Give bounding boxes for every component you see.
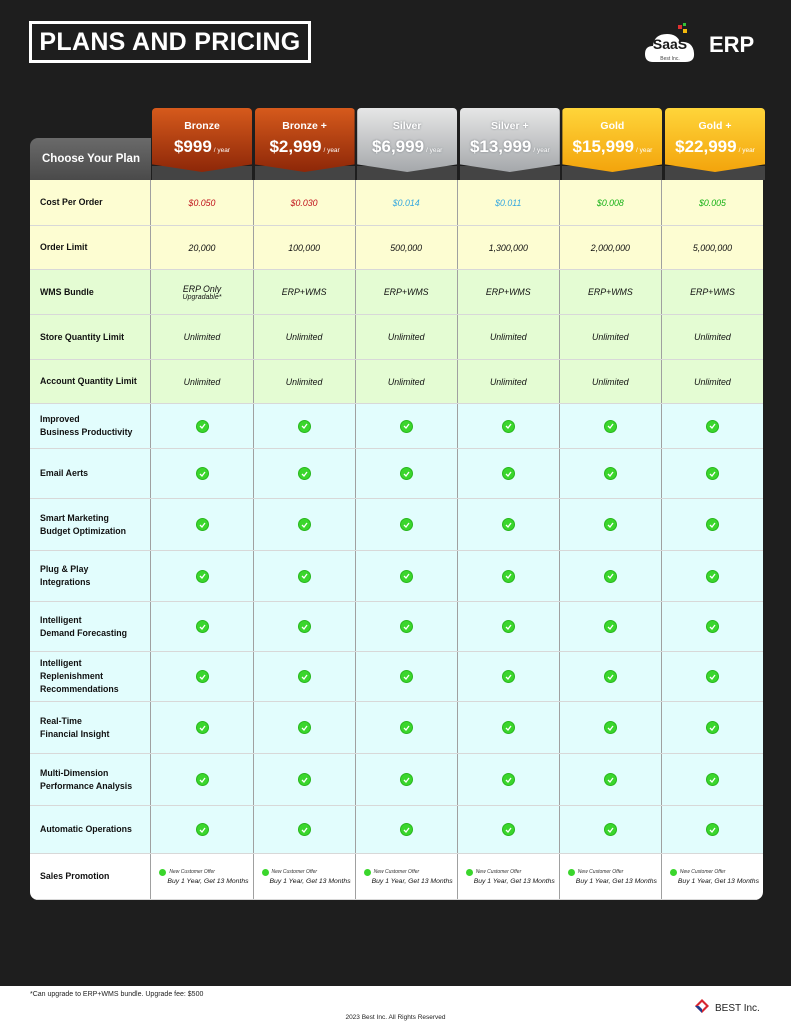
promo-offer	[159, 869, 215, 876]
row-label: Account Quantity Limit	[40, 376, 137, 386]
check-icon	[706, 721, 719, 734]
plan-name: Silver	[392, 120, 422, 132]
check-icon	[400, 773, 413, 786]
cloud-icon	[643, 22, 697, 68]
plan-price-amount: $2,999	[269, 137, 322, 156]
check-icon	[400, 823, 413, 836]
cell-value: Unlimited	[285, 376, 323, 387]
table-row	[30, 754, 763, 806]
table-cell	[559, 499, 661, 550]
plan-header-gold	[665, 108, 765, 180]
check-icon	[604, 620, 617, 633]
cell-value: Unlimited	[285, 332, 323, 342]
check-icon	[604, 420, 617, 433]
check-icon	[298, 420, 311, 433]
promo-offer	[466, 869, 522, 876]
table-cell	[253, 551, 355, 601]
table-cell	[355, 602, 457, 651]
promo-dot-icon	[466, 869, 473, 876]
table-cell	[150, 360, 252, 403]
table-cell	[150, 806, 252, 853]
table-row	[30, 551, 763, 602]
table-cell	[150, 854, 252, 899]
table-cell	[355, 806, 457, 853]
table-row	[30, 226, 763, 270]
logo-subtext: Best Inc.	[660, 56, 680, 62]
plan-price	[460, 137, 560, 157]
plan-price-amount: $22,999	[675, 137, 737, 156]
promo-offer	[364, 869, 420, 876]
table-cell	[150, 270, 252, 314]
row-label: Real-Time Financial Insight	[40, 715, 110, 739]
table-cell	[559, 806, 661, 853]
table-row	[30, 652, 763, 702]
check-icon	[502, 620, 515, 633]
plan-price-period: / year	[213, 147, 231, 154]
table-cell	[457, 404, 559, 448]
cell-value: $0.030	[290, 197, 318, 208]
table-cell	[661, 315, 763, 359]
check-icon	[298, 620, 311, 633]
table-cell	[150, 652, 252, 701]
page-title: PLANS AND PRICING	[29, 21, 311, 63]
table-cell	[253, 226, 355, 269]
table-cell	[661, 602, 763, 651]
cell-value: Unlimited	[387, 332, 425, 342]
table-cell	[457, 315, 559, 359]
cell-value: $0.008	[596, 197, 624, 208]
row-label: Intelligent Demand Forecasting	[40, 614, 128, 638]
check-icon	[706, 467, 719, 480]
check-icon	[196, 620, 209, 633]
check-icon	[706, 620, 719, 633]
cell-value: 20,000	[188, 242, 216, 253]
cell-value: 2,000,000	[590, 242, 630, 253]
check-icon	[502, 570, 515, 583]
plan-price	[255, 137, 355, 157]
table-cell	[457, 499, 559, 550]
row-label: Email Aerts	[40, 468, 89, 478]
plan-price-amount: $15,999	[572, 137, 634, 156]
row-label: Smart Marketing Budget Optimization	[40, 512, 127, 536]
check-icon	[706, 420, 719, 433]
plan-price-amount: $13,999	[469, 137, 532, 156]
table-cell	[559, 180, 661, 225]
table-cell	[661, 854, 763, 899]
cell-value: Unlimited	[592, 332, 629, 342]
plan-header-gold	[562, 108, 662, 180]
table-cell	[253, 315, 355, 359]
table-cell	[661, 449, 763, 498]
check-icon	[400, 620, 413, 633]
promo-dot-icon	[568, 869, 575, 876]
promo-detail: Buy 1 Year, Get 13 Months	[473, 877, 555, 885]
promo-dot-icon	[364, 869, 371, 876]
table-cell	[253, 702, 355, 753]
cell-value: ERP Only	[182, 283, 222, 294]
cell-value: Unlimited	[183, 376, 221, 387]
cell-value: 100,000	[288, 242, 320, 253]
table-cell	[253, 806, 355, 853]
cell-value: 1,300,000	[488, 242, 528, 253]
promo-offer-label: New Customer Offer	[169, 869, 215, 875]
check-icon	[604, 670, 617, 683]
cell-value: Unlimited	[694, 332, 731, 342]
plan-price-period: / year	[533, 147, 550, 154]
table-cell	[355, 180, 457, 225]
table-cell	[661, 754, 763, 805]
table-cell	[253, 602, 355, 651]
plan-name: Bronze	[184, 120, 220, 132]
plan-header-silver	[460, 108, 560, 180]
table-cell	[661, 360, 763, 403]
check-icon	[604, 773, 617, 786]
table-cell	[253, 854, 355, 899]
promo-detail: Buy 1 Year, Get 13 Months	[371, 877, 453, 885]
check-icon	[400, 518, 413, 531]
plan-price	[152, 137, 252, 157]
cell-value: $0.011	[495, 197, 522, 208]
promo-detail: Buy 1 Year, Get 13 Months	[167, 877, 249, 885]
check-icon	[298, 467, 311, 480]
table-cell	[661, 226, 763, 269]
best-logo-icon	[694, 998, 710, 1019]
check-icon	[196, 721, 209, 734]
check-icon	[604, 518, 617, 531]
table-cell	[355, 499, 457, 550]
table-cell	[355, 854, 457, 899]
plan-name: Silver +	[490, 120, 529, 132]
table-cell	[355, 652, 457, 701]
promo-offer	[262, 869, 318, 876]
choose-plan-header: Choose Your Plan	[30, 138, 151, 180]
check-icon	[502, 467, 515, 480]
promo-offer-label: New Customer Offer	[475, 869, 522, 875]
check-icon	[604, 467, 617, 480]
footnote: *Can upgrade to ERP+WMS bundle. Upgrade fee: $500	[30, 991, 204, 998]
check-icon	[502, 518, 515, 531]
plan-price-period: / year	[426, 147, 443, 154]
copyright: 2023 Best Inc. All Rights Reserved	[345, 1014, 446, 1021]
table-row	[30, 360, 763, 404]
check-icon	[604, 823, 617, 836]
cell-subvalue: Upgradable*	[182, 293, 222, 301]
cell-value: Unlimited	[183, 332, 221, 342]
table-cell	[457, 602, 559, 651]
check-icon	[298, 518, 311, 531]
check-icon	[298, 570, 311, 583]
promo-offer-label: New Customer Offer	[577, 869, 624, 875]
table-cell	[559, 551, 661, 601]
plan-price-period: / year	[738, 147, 755, 154]
promo-dot-icon	[670, 869, 677, 876]
promo-detail: Buy 1 Year, Get 13 Months	[677, 877, 759, 885]
table-cell	[559, 360, 661, 403]
table-row	[30, 854, 763, 900]
cell-value: ERP+WMS	[485, 287, 531, 297]
cell-value: ERP+WMS	[690, 287, 735, 297]
promo-offer-label: New Customer Offer	[679, 869, 726, 875]
plan-price	[665, 137, 765, 157]
promo-offer	[670, 869, 726, 876]
table-cell	[150, 449, 252, 498]
cell-value: Unlimited	[694, 376, 731, 387]
table-cell	[559, 652, 661, 701]
plan-header-silver	[357, 108, 457, 180]
table-cell	[457, 551, 559, 601]
table-cell	[150, 315, 252, 359]
table-cell	[559, 702, 661, 753]
check-icon	[706, 670, 719, 683]
table-cell	[559, 404, 661, 448]
plan-price-period: / year	[323, 147, 340, 154]
table-cell	[661, 404, 763, 448]
check-icon	[196, 823, 209, 836]
table-cell	[355, 315, 457, 359]
check-icon	[400, 721, 413, 734]
row-label: Sales Promotion	[40, 871, 110, 881]
check-icon	[196, 670, 209, 683]
cell-value: Unlimited	[489, 376, 527, 387]
table-row	[30, 315, 763, 360]
promo-detail: Buy 1 Year, Get 13 Months	[575, 877, 657, 885]
row-label: Store Quantity Limit	[40, 331, 125, 342]
row-label: Cost Per Order	[40, 197, 103, 207]
table-row	[30, 270, 763, 315]
plan-price-amount: $999	[173, 137, 212, 156]
check-icon	[196, 420, 209, 433]
table-cell	[559, 602, 661, 651]
table-cell	[457, 226, 559, 269]
row-label: Intelligent Replenishment Recommendations	[40, 658, 119, 694]
plan-price	[357, 137, 457, 157]
table-row	[30, 404, 763, 449]
check-icon	[196, 570, 209, 583]
table-row	[30, 180, 763, 226]
plan-name: Gold +	[698, 120, 732, 132]
table-cell	[457, 180, 559, 225]
table-cell	[253, 360, 355, 403]
check-icon	[706, 570, 719, 583]
table-cell	[457, 360, 559, 403]
table-cell	[661, 702, 763, 753]
row-label: Order Limit	[40, 242, 88, 252]
table-cell	[355, 551, 457, 601]
table-cell	[355, 270, 457, 314]
table-row	[30, 602, 763, 652]
row-label: WMS Bundle	[40, 286, 94, 297]
table-cell	[150, 499, 252, 550]
promo-offer-label: New Customer Offer	[373, 869, 420, 875]
table-row	[30, 499, 763, 551]
table-cell	[355, 226, 457, 269]
brand-name: BEST Inc.	[715, 1003, 760, 1014]
promo-offer	[568, 869, 624, 876]
logo-badge: SaaS	[652, 36, 688, 52]
check-icon	[196, 467, 209, 480]
cell-value: ERP+WMS	[383, 287, 429, 297]
promo-offer-label: New Customer Offer	[271, 869, 318, 875]
check-icon	[502, 823, 515, 836]
table-cell	[661, 806, 763, 853]
plan-price-period: / year	[635, 147, 653, 154]
table-cell	[661, 551, 763, 601]
check-icon	[298, 670, 311, 683]
table-cell	[559, 226, 661, 269]
table-cell	[253, 754, 355, 805]
check-icon	[502, 721, 515, 734]
promo-dot-icon	[159, 869, 166, 876]
table-cell	[253, 652, 355, 701]
cell-value: ERP+WMS	[281, 287, 327, 297]
row-label: Multi-Dimension Performance Analysis	[40, 767, 133, 791]
plan-price-amount: $6,999	[372, 137, 425, 156]
check-icon	[706, 773, 719, 786]
check-icon	[298, 823, 311, 836]
cell-value: $0.014	[392, 197, 420, 208]
table-cell	[661, 499, 763, 550]
table-cell	[457, 702, 559, 753]
saas-erp-logo	[643, 22, 773, 68]
table-row	[30, 449, 763, 499]
table-cell	[457, 652, 559, 701]
cell-value: $0.005	[699, 197, 726, 208]
brand-logo	[694, 998, 760, 1019]
cell-value: 500,000	[390, 242, 423, 253]
table-cell	[661, 652, 763, 701]
cell-value: $0.050	[188, 197, 216, 208]
cell-value: 5,000,000	[692, 242, 733, 253]
table-cell	[253, 404, 355, 448]
table-cell	[457, 449, 559, 498]
plan-name: Bronze +	[282, 120, 327, 132]
table-cell	[661, 180, 763, 225]
table-cell	[355, 449, 457, 498]
check-icon	[400, 670, 413, 683]
cell-value: Unlimited	[592, 376, 629, 387]
table-cell	[150, 702, 252, 753]
cell-value: Unlimited	[489, 332, 527, 342]
table-row	[30, 806, 763, 854]
table-cell	[355, 754, 457, 805]
check-icon	[502, 773, 515, 786]
table-cell	[150, 226, 252, 269]
row-label: Plug & Play Integrations	[40, 564, 91, 587]
table-cell	[457, 754, 559, 805]
cell-value: ERP+WMS	[588, 287, 633, 297]
check-icon	[196, 773, 209, 786]
pricing-grid	[30, 180, 763, 900]
row-label: Automatic Operations	[40, 824, 132, 834]
table-cell	[559, 315, 661, 359]
table-cell	[150, 551, 252, 601]
promo-detail: Buy 1 Year, Get 13 Months	[269, 877, 351, 885]
table-row	[30, 702, 763, 754]
check-icon	[604, 570, 617, 583]
table-cell	[457, 270, 559, 314]
table-cell	[355, 702, 457, 753]
check-icon	[706, 823, 719, 836]
table-cell	[253, 270, 355, 314]
logo-product-name: ERP	[709, 32, 755, 57]
check-icon	[706, 518, 719, 531]
table-cell	[559, 754, 661, 805]
check-icon	[604, 721, 617, 734]
check-icon	[298, 721, 311, 734]
promo-dot-icon	[262, 869, 269, 876]
table-cell	[559, 449, 661, 498]
check-icon	[400, 570, 413, 583]
check-icon	[502, 670, 515, 683]
plan-header-bronze	[255, 108, 355, 180]
table-cell	[253, 180, 355, 225]
table-cell	[150, 404, 252, 448]
table-cell	[661, 270, 763, 314]
row-label: Improved Business Productivity	[40, 414, 133, 437]
check-icon	[400, 467, 413, 480]
table-cell	[253, 449, 355, 498]
table-cell	[150, 602, 252, 651]
table-cell	[355, 404, 457, 448]
plan-name: Gold	[600, 120, 625, 132]
plan-price	[562, 137, 662, 157]
check-icon	[298, 773, 311, 786]
table-cell	[559, 270, 661, 314]
cell-value: Unlimited	[387, 376, 425, 387]
check-icon	[502, 420, 515, 433]
table-cell	[355, 360, 457, 403]
table-cell	[457, 806, 559, 853]
check-icon	[196, 518, 209, 531]
check-icon	[400, 420, 413, 433]
table-cell	[150, 180, 252, 225]
table-cell	[559, 854, 661, 899]
table-cell	[457, 854, 559, 899]
table-cell	[150, 754, 252, 805]
plan-header-bronze	[152, 108, 252, 180]
table-cell	[253, 499, 355, 550]
